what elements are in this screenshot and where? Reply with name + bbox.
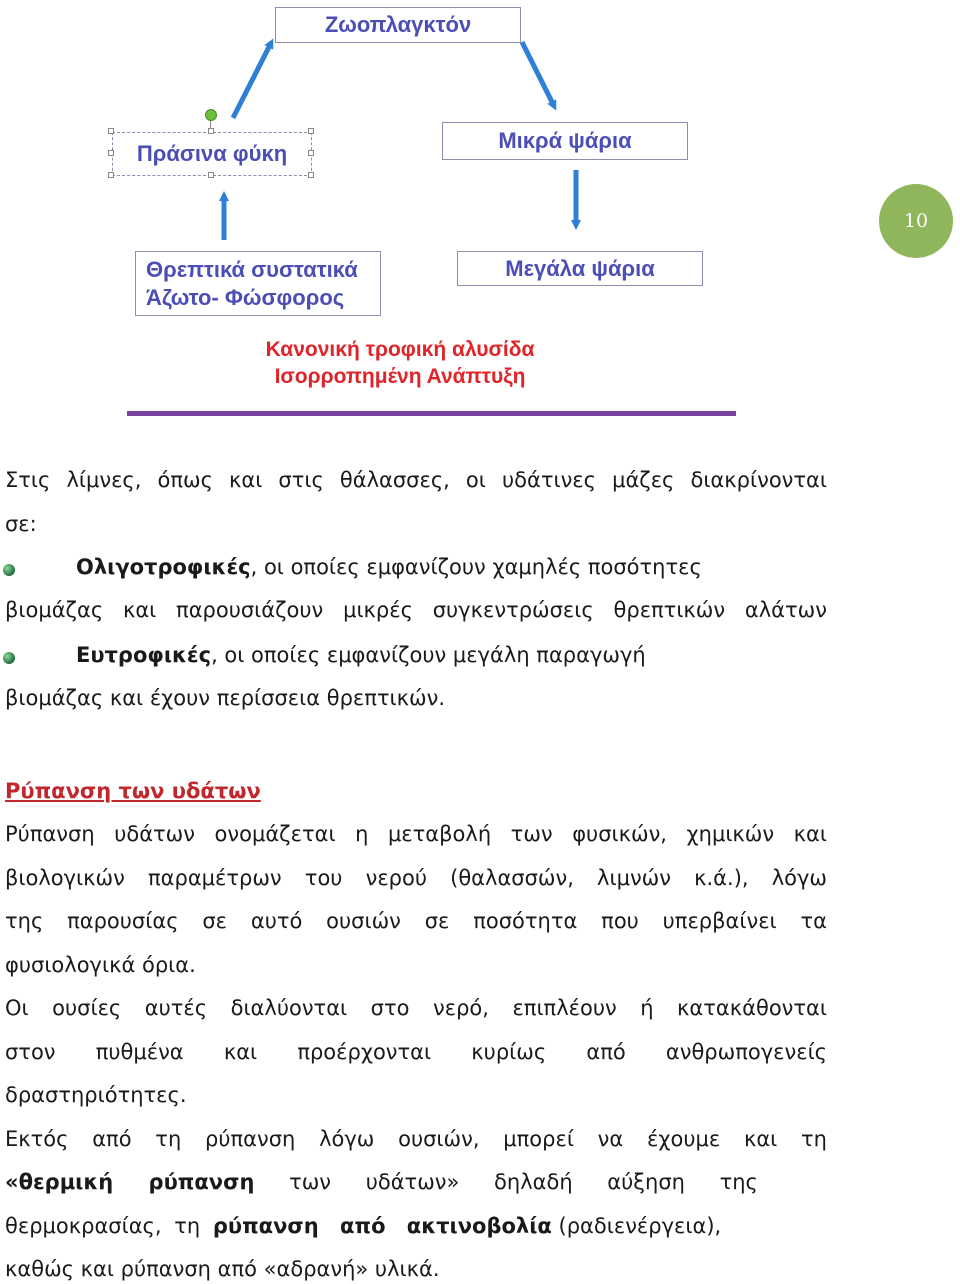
intro-line: σε: — [5, 512, 37, 536]
bullet-icon — [3, 564, 15, 576]
bullet-item-oligotrophic — [76, 552, 827, 582]
nutrients-box — [135, 251, 381, 316]
resize-handle-ne[interactable] — [308, 128, 314, 134]
bullet-term: Ολιγοτροφικές — [76, 555, 251, 579]
divider-rule — [127, 411, 736, 416]
food-chain-diagram — [0, 0, 960, 420]
paragraph-text: των υδάτων» δηλαδή αύξηση της — [254, 1170, 758, 1194]
paragraph-line — [5, 1211, 827, 1241]
paragraph-line: καθώς και ρύπανση από «αδρανή» υλικά. — [5, 1257, 440, 1281]
nutrients-label-line2: Άζωτο- Φώσφορος — [146, 284, 345, 310]
bullet-item-eutrophic — [76, 640, 827, 670]
arrow-zoo-to-small-fish — [522, 42, 554, 106]
bullet-icon — [3, 652, 15, 664]
rotation-handle[interactable] — [205, 109, 217, 121]
paragraph-line: δραστηριότητες. — [5, 1083, 187, 1107]
page-number: 10 — [903, 210, 929, 232]
small-fish-box — [442, 122, 688, 160]
paragraph-line — [5, 1167, 827, 1197]
bullet-continuation: βιομάζας και παρουσιάζουν μικρές συγκεντρώσεις θρεπτικών αλάτων — [5, 598, 827, 622]
large-fish-label: Μεγάλα ψάρια — [505, 255, 655, 281]
resize-handle-se[interactable] — [308, 172, 314, 178]
arrow-algae-to-zoo — [233, 43, 271, 118]
paragraph-text: θερμοκρασίας, τη — [5, 1214, 213, 1238]
paragraph-line: της παρουσίας σε αυτό ουσιών σε ποσότητα που υπερβαίνει τα — [5, 909, 827, 933]
bullet-term: Ευτροφικές — [76, 643, 212, 667]
bullet-continuation: βιομάζας και έχουν περίσσεια θρεπτικών. — [5, 686, 446, 710]
bold-term: «θερμική ρύπανση — [5, 1170, 255, 1194]
paragraph-line: βιολογικών παραμέτρων του νερού (θαλασσών, λιμνών κ.ά.), λόγω — [5, 866, 827, 890]
zooplankton-label: Ζωοπλαγκτόν — [324, 12, 472, 37]
paragraph-line: φυσιολογικά όρια. — [5, 953, 196, 977]
resize-handle-w[interactable] — [108, 150, 114, 156]
resize-handle-s[interactable] — [208, 172, 214, 178]
bullet-text: , οι οποίες εμφανίζουν μεγάλη παραγωγή — [211, 643, 646, 667]
bold-term: ρύπανση από ακτινοβολία — [212, 1214, 552, 1238]
page-number-badge — [879, 184, 953, 258]
paragraph-text: (ραδιενέργεια), — [551, 1214, 722, 1238]
green-algae-box[interactable] — [112, 132, 312, 176]
caption-line1: Κανονική τροφική αλυσίδα — [265, 338, 535, 361]
bullet-text: , οι οποίες εμφανίζουν χαμηλές ποσότητες — [250, 555, 702, 579]
paragraph-line: Ρύπανση υδάτων ονομάζεται η μεταβολή των φυσικών, χημικών και — [5, 822, 827, 846]
diagram-caption — [160, 336, 640, 390]
section-heading: Ρύπανση των υδάτων — [5, 779, 261, 803]
paragraph-line: Εκτός από τη ρύπανση λόγω ουσιών, μπορεί να έχουμε και τη — [5, 1127, 827, 1151]
resize-handle-e[interactable] — [308, 150, 314, 156]
intro-line: Στις λίμνες, όπως και στις θάλασσες, οι υδάτινες μάζες διακρίνονται — [5, 468, 827, 492]
large-fish-box — [457, 251, 703, 286]
resize-handle-nw[interactable] — [108, 128, 114, 134]
green-algae-label: Πράσινα φύκη — [136, 141, 288, 166]
paragraph-line: Οι ουσίες αυτές διαλύονται στο νερό, επιπλέουν ή κατακάθονται — [5, 996, 827, 1020]
zooplankton-box — [275, 7, 521, 43]
nutrients-label-line1: Θρεπτικά συστατικά — [146, 256, 358, 282]
small-fish-label: Μικρά ψάρια — [498, 128, 632, 153]
resize-handle-sw[interactable] — [108, 172, 114, 178]
paragraph-line: στον πυθμένα και προέρχονται κυρίως από ανθρωπογενείς — [5, 1040, 827, 1064]
caption-line2: Ισορροπημένη Ανάπτυξη — [274, 365, 526, 388]
resize-handle-n[interactable] — [208, 128, 214, 134]
